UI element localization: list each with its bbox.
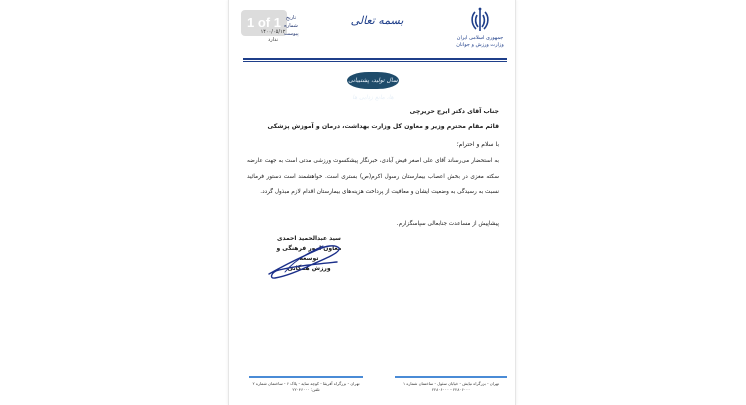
signatory-block bbox=[269, 234, 349, 274]
recipient-title: قائم مقام محترم وزیر و معاون کل وزارت بهداشت، درمان و آموزش پزشکی bbox=[267, 123, 499, 130]
signatory-title-2: ورزش همگانی bbox=[287, 265, 331, 272]
attachment-label: پیوست bbox=[284, 31, 299, 37]
footer-address-right: تهران - بزرگراه نیایش - خیابان سئول - ساختمان شماره ۱ ۲۲۸۰۶۰۰۰ - ۲۲۸۰۶۰۰۰ bbox=[402, 381, 500, 392]
header-divider bbox=[243, 58, 507, 60]
letter-page bbox=[228, 0, 516, 405]
footer-divider-left bbox=[249, 376, 363, 378]
year-slogan-badge: سال تولید، پشتیبانی ها، مانع زدایی ها bbox=[347, 72, 399, 89]
footer-divider-right bbox=[395, 376, 507, 378]
date-value: ۱۴۰۰/۰۵/۱۲ bbox=[260, 29, 286, 35]
recipient-name: جناب آقای دکتر ایرج حریرچی bbox=[409, 108, 499, 115]
number-label: شماره bbox=[284, 23, 298, 29]
recipient-block bbox=[247, 104, 499, 134]
signatory-title-1: معاون امور فرهنگی و توسعه bbox=[276, 245, 342, 262]
basmala-heading: بسمه تعالی bbox=[350, 14, 404, 27]
date-label: تاریخ bbox=[286, 15, 296, 21]
closing-line: پیشاپیش از مساعدت جنابعالی سپاسگزارم. bbox=[396, 221, 499, 227]
greeting: با سلام و احترام؛ bbox=[456, 141, 499, 148]
letter-meta-values bbox=[253, 28, 293, 44]
footer-address-left: تهران - بزرگراه آفریقا - کوچه سایه - پلاک ۶ - ساختمان شماره ۲ تلفن: ۲۲۰۴۶۰۰۰ bbox=[252, 381, 360, 392]
page-indicator: 1 of 1 bbox=[241, 10, 287, 36]
iran-emblem-icon bbox=[467, 6, 493, 34]
header-divider-thin bbox=[243, 61, 507, 62]
signatory-name: سید عبدالحمید احمدی bbox=[277, 235, 341, 242]
ministry-name: جمهوری اسلامی ایران وزارت ورزش و جوانان bbox=[456, 35, 504, 48]
attachment-value: ندارد bbox=[267, 37, 279, 43]
letter-body-paragraph: به استحضار می‌رساند آقای علی اصغر فیض آبادی، خبرنگار پیشکسوت ورزشی مدتی است به جهت عارضه سکته مغزی در بخش اعصاب بیمارستان رسول اکرم(ص) بستری است. خواهشمند است دستور فرمائید نسبت به رسیدگی به وضعیت ایشان و معافیت از پرداخت هزینه‌های بیمارستان اقدام لازم مبذول گردد. bbox=[247, 158, 499, 195]
